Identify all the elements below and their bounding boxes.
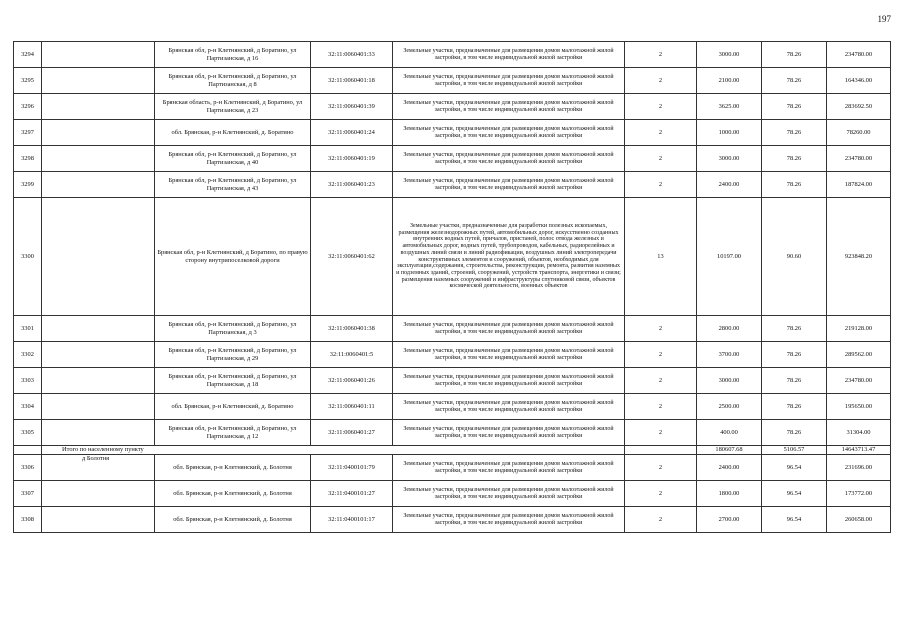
cadastral-value-cell: 234780.00	[827, 42, 891, 68]
address-cell: обл. Брянская, р-н Клетнянский, д. Болотня	[155, 481, 311, 507]
use-group-cell: 2	[625, 394, 697, 420]
area-cell: 2400.00	[697, 172, 762, 198]
use-group-cell: 2	[625, 481, 697, 507]
table-row	[14, 394, 891, 420]
land-use-cell: Земельные участки, предназначенные для размещения домов малоэтажной жилой застройки, в том числе индивидуальной жилой застройки	[393, 172, 625, 198]
cadastral-number-cell: 32:11:0400101:17	[311, 507, 393, 533]
address-cell: Брянская область, р-н Клетнянский, д Боратино, ул Партизанская, д 23	[155, 94, 311, 120]
page-number: 197	[877, 14, 891, 24]
cadastral-number-cell: 32:11:0060401:18	[311, 68, 393, 94]
specific-value-cell: 90.60	[762, 198, 827, 316]
total-block	[14, 446, 891, 455]
cadastral-number-cell: 32:11:0400101:27	[311, 481, 393, 507]
subdivision-cell	[42, 316, 155, 342]
total-area: 180607.68	[697, 446, 762, 455]
use-group-cell: 2	[625, 172, 697, 198]
address-cell: Брянская обл, р-н Клетнянский, д Боратино, ул Партизанская, д 8	[155, 68, 311, 94]
cadastral-number-cell: 32:11:0060401:38	[311, 316, 393, 342]
address-cell: Брянская обл, р-н Клетнянский, д Боратино, ул Партизанская, д 40	[155, 146, 311, 172]
table-row	[14, 507, 891, 533]
row-number-cell: 3304	[14, 394, 42, 420]
table-row	[14, 94, 891, 120]
cadastral-number-cell: 32:11:0060401:27	[311, 420, 393, 446]
subdivision-cell	[42, 172, 155, 198]
table-row	[14, 316, 891, 342]
address-cell: Брянская обл, р-н Клетнянский, д Боратино, по правую сторону внутрипоселковой дороги	[155, 198, 311, 316]
cadastral-value-cell: 234780.00	[827, 368, 891, 394]
row-number-cell: 3307	[14, 481, 42, 507]
cadastral-number-cell: 32:11:0060401:11	[311, 394, 393, 420]
land-use-cell: Земельные участки, предназначенные для размещения домов малоэтажной жилой застройки, в том числе индивидуальной жилой застройки	[393, 368, 625, 394]
cadastral-value-cell: 283692.50	[827, 94, 891, 120]
address-cell: Брянская обл, р-н Клетнянский, д Боратино, ул Партизанская, д 16	[155, 42, 311, 68]
table-row	[14, 172, 891, 198]
address-cell: Брянская обл, р-н Клетнянский, д Боратино, ул Партизанская, д 18	[155, 368, 311, 394]
cadastral-number-cell: 32:11:0400101:79	[311, 455, 393, 481]
land-use-cell: Земельные участки, предназначенные для размещения домов малоэтажной жилой застройки, в том числе индивидуальной жилой застройки	[393, 342, 625, 368]
area-cell: 1000.00	[697, 120, 762, 146]
specific-value-cell: 78.26	[762, 420, 827, 446]
subdivision-cell	[42, 146, 155, 172]
subdivision-cell	[42, 481, 155, 507]
subdivision-cell	[42, 507, 155, 533]
use-group-cell: 2	[625, 368, 697, 394]
land-use-cell: Земельные участки, предназначенные для размещения домов малоэтажной жилой застройки, в том числе индивидуальной жилой застройки	[393, 455, 625, 481]
cadastral-number-cell: 32:11:0060401:5	[311, 342, 393, 368]
cadastral-value-cell: 187824.00	[827, 172, 891, 198]
area-cell: 3000.00	[697, 146, 762, 172]
row-number-cell: 3294	[14, 42, 42, 68]
use-group-cell: 2	[625, 146, 697, 172]
settlement-total-row	[14, 446, 891, 455]
use-group-cell: 2	[625, 120, 697, 146]
address-cell: Брянская обл, р-н Клетнянский, д Боратино, ул Партизанская, д 29	[155, 342, 311, 368]
use-group-cell: 13	[625, 198, 697, 316]
specific-value-cell: 78.26	[762, 120, 827, 146]
settlement-total-label: Итого по населенному пункту	[42, 446, 625, 455]
cadastral-value-cell: 173772.00	[827, 481, 891, 507]
use-group-cell: 2	[625, 420, 697, 446]
area-cell: 3625.00	[697, 94, 762, 120]
specific-value-cell: 78.26	[762, 42, 827, 68]
land-use-cell: Земельные участки, предназначенные для размещения домов малоэтажной жилой застройки, в том числе индивидуальной жилой застройки	[393, 481, 625, 507]
table-row	[14, 420, 891, 446]
land-use-cell: Земельные участки, предназначенные для размещения домов малоэтажной жилой застройки, в том числе индивидуальной жилой застройки	[393, 94, 625, 120]
total-group-cell	[625, 446, 697, 455]
address-cell: обл. Брянская, р-н Клетнянский, д. Болотня	[155, 455, 311, 481]
table-row	[14, 120, 891, 146]
use-group-cell: 2	[625, 94, 697, 120]
cadastral-value-cell: 234780.00	[827, 146, 891, 172]
cadastral-value-cell: 78260.00	[827, 120, 891, 146]
subdivision-cell	[42, 394, 155, 420]
specific-value-cell: 78.26	[762, 68, 827, 94]
specific-value-cell: 96.54	[762, 507, 827, 533]
table-row	[14, 68, 891, 94]
address-cell: обл. Брянская, р-н Клетнянский, д. Болотня	[155, 507, 311, 533]
specific-value-cell: 96.54	[762, 455, 827, 481]
cadastral-value-cell: 923848.20	[827, 198, 891, 316]
subdivision-cell	[42, 198, 155, 316]
subdivision-cell	[42, 42, 155, 68]
land-use-cell: Земельные участки, предназначенные для размещения домов малоэтажной жилой застройки, в том числе индивидуальной жилой застройки	[393, 394, 625, 420]
area-cell: 3700.00	[697, 342, 762, 368]
cadastral-number-cell: 32:11:0060401:33	[311, 42, 393, 68]
subdivision-cell	[42, 368, 155, 394]
subdivision-cell	[42, 68, 155, 94]
cadastral-number-cell: 32:11:0060401:26	[311, 368, 393, 394]
area-cell: 2100.00	[697, 68, 762, 94]
subdivision-cell	[42, 94, 155, 120]
row-number-cell: 3296	[14, 94, 42, 120]
subdivision-cell	[42, 455, 155, 481]
use-group-cell: 2	[625, 42, 697, 68]
total-value: 14643713.47	[827, 446, 891, 455]
table-row	[14, 42, 891, 68]
row-number-cell: 3297	[14, 120, 42, 146]
table-row	[14, 198, 891, 316]
land-use-cell: Земельные участки, предназначенные для размещения домов малоэтажной жилой застройки, в том числе индивидуальной жилой застройки	[393, 146, 625, 172]
row-number-cell: 3308	[14, 507, 42, 533]
row-number-cell: 3303	[14, 368, 42, 394]
rows-block-b	[14, 316, 891, 446]
table-row	[14, 368, 891, 394]
cadastral-number-cell: 32:11:0060401:23	[311, 172, 393, 198]
settlement-name: д Болотня	[82, 455, 110, 462]
subdivision-cell	[42, 342, 155, 368]
specific-value-cell: 96.54	[762, 481, 827, 507]
land-use-cell: Земельные участки, предназначенные для размещения домов малоэтажной жилой застройки, в том числе индивидуальной жилой застройки	[393, 316, 625, 342]
row-number-cell: 3298	[14, 146, 42, 172]
specific-value-cell: 78.26	[762, 394, 827, 420]
cadastral-value-cell: 219128.00	[827, 316, 891, 342]
row-number-cell: 3301	[14, 316, 42, 342]
rows-block-a	[14, 42, 891, 198]
land-use-cell: Земельные участки, предназначенные для размещения домов малоэтажной жилой застройки, в том числе индивидуальной жилой застройки	[393, 42, 625, 68]
area-cell: 2700.00	[697, 507, 762, 533]
rows-block-c	[14, 455, 891, 533]
address-cell: обл. Брянская, р-н Клетнянский, д. Боратино	[155, 120, 311, 146]
total-row-num-cell	[14, 446, 42, 455]
cadastral-number-cell: 32:11:0060401:24	[311, 120, 393, 146]
row-number-cell: 3295	[14, 68, 42, 94]
table-row	[14, 146, 891, 172]
rows-block-big	[14, 198, 891, 316]
land-use-cell: Земельные участки, предназначенные для размещения домов малоэтажной жилой застройки, в том числе индивидуальной жилой застройки	[393, 507, 625, 533]
area-cell: 3000.00	[697, 42, 762, 68]
cadastral-value-cell: 164346.00	[827, 68, 891, 94]
row-number-cell: 3300	[14, 198, 42, 316]
use-group-cell: 2	[625, 68, 697, 94]
address-cell: обл. Брянская, р-н Клетнянский, д. Боратино	[155, 394, 311, 420]
table-row	[14, 455, 891, 481]
cadastral-value-cell: 195650.00	[827, 394, 891, 420]
cadastral-value-cell: 231696.00	[827, 455, 891, 481]
address-cell: Брянская обл, р-н Клетнянский, д Боратино, ул Партизанская, д 12	[155, 420, 311, 446]
row-number-cell: 3299	[14, 172, 42, 198]
specific-value-cell: 78.26	[762, 146, 827, 172]
table-row	[14, 481, 891, 507]
cadastral-number-cell: 32:11:0060401:39	[311, 94, 393, 120]
table-row	[14, 342, 891, 368]
cadastral-value-cell: 289562.00	[827, 342, 891, 368]
specific-value-cell: 78.26	[762, 368, 827, 394]
use-group-cell: 2	[625, 342, 697, 368]
land-use-cell: Земельные участки, предназначенные для размещения домов малоэтажной жилой застройки, в том числе индивидуальной жилой застройки	[393, 68, 625, 94]
cadastral-number-cell: 32:11:0060401:19	[311, 146, 393, 172]
area-cell: 2800.00	[697, 316, 762, 342]
use-group-cell: 2	[625, 316, 697, 342]
subdivision-cell	[42, 120, 155, 146]
specific-value-cell: 78.26	[762, 316, 827, 342]
specific-value-cell: 78.26	[762, 172, 827, 198]
specific-value-cell: 78.26	[762, 342, 827, 368]
area-cell: 3000.00	[697, 368, 762, 394]
address-cell: Брянская обл, р-н Клетнянский, д Боратино, ул Партизанская, д 43	[155, 172, 311, 198]
land-use-cell: Земельные участки, предназначенные для разработки полезных ископаемых, размещения железнодорожных путей, автомобильных дорог, искусственно созданных внутренних водных путей, причалов, пристаней, полос отвода железных и автомобильных дорог, водных путей, трубопроводов, кабельных, радиорелейных и воздушных линий связи и линий радиофикации, воздушных линий электропередачи конструктивных элементов и сооружений, объектов, необходимых для эксплуатации,содержания, строительства, реконструкции, ремонта, развития наземных и подземных зданий, строений, сооружений, устройств транспорта, энергетики и связи; размещения наземных сооружений и инфраструктуры спутниковой связи, объектов космической деятельности, военных объектов	[393, 198, 625, 316]
area-cell: 2400.00	[697, 455, 762, 481]
address-cell: Брянская обл, р-н Клетнянский, д Боратино, ул Партизанская, д 3	[155, 316, 311, 342]
use-group-cell: 2	[625, 455, 697, 481]
cadastral-value-cell: 260658.00	[827, 507, 891, 533]
total-upks: 5106.57	[762, 446, 827, 455]
land-use-cell: Земельные участки, предназначенные для размещения домов малоэтажной жилой застройки, в том числе индивидуальной жилой застройки	[393, 120, 625, 146]
area-cell: 2500.00	[697, 394, 762, 420]
row-number-cell: 3302	[14, 342, 42, 368]
row-number-cell: 3305	[14, 420, 42, 446]
land-use-cell: Земельные участки, предназначенные для размещения домов малоэтажной жилой застройки, в том числе индивидуальной жилой застройки	[393, 420, 625, 446]
cadastral-value-table	[13, 41, 891, 533]
area-cell: 1800.00	[697, 481, 762, 507]
cadastral-number-cell: 32:11:0060401:62	[311, 198, 393, 316]
cadastral-value-cell: 31304.00	[827, 420, 891, 446]
subdivision-cell	[42, 420, 155, 446]
specific-value-cell: 78.26	[762, 94, 827, 120]
row-number-cell: 3306	[14, 455, 42, 481]
use-group-cell: 2	[625, 507, 697, 533]
area-cell: 400.00	[697, 420, 762, 446]
area-cell: 10197.00	[697, 198, 762, 316]
